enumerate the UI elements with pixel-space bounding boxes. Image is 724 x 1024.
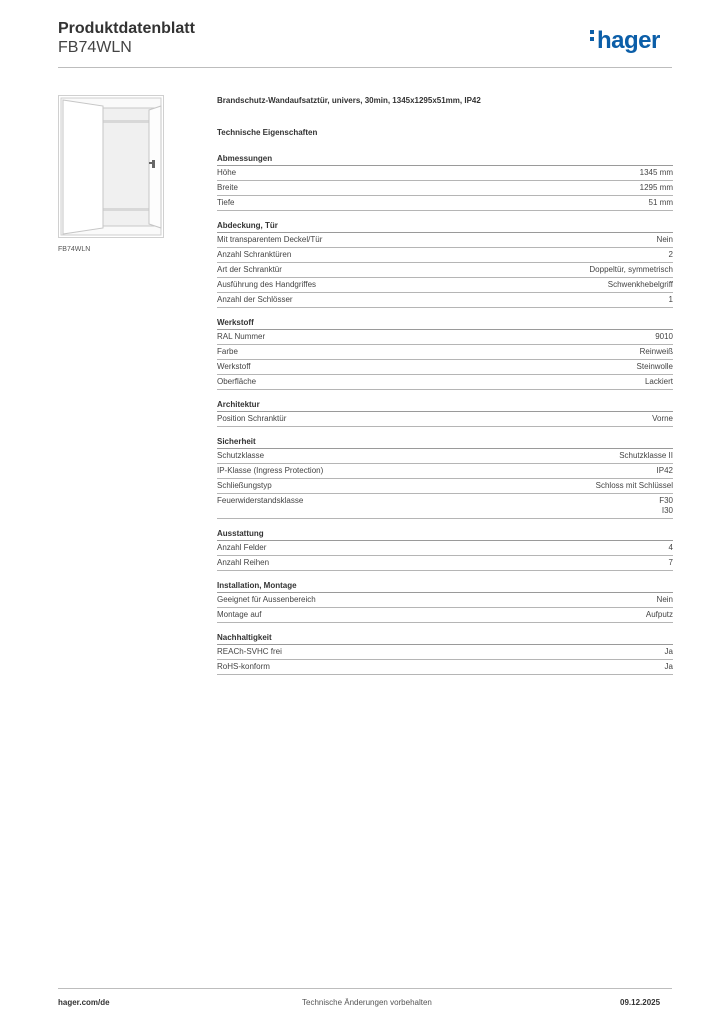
- spec-label: Position Schranktür: [217, 414, 287, 423]
- spec-section: [217, 529, 673, 571]
- spec-row: [217, 541, 673, 556]
- spec-row: [217, 556, 673, 571]
- spec-label: REACh-SVHC frei: [217, 647, 282, 656]
- spec-label: Werkstoff: [217, 362, 251, 371]
- spec-label: Schutzklasse: [217, 451, 265, 460]
- spec-row: [217, 248, 673, 263]
- spec-row: [217, 293, 673, 308]
- section-title: Abmessungen: [217, 154, 673, 166]
- spec-label: Art der Schranktür: [217, 265, 282, 274]
- tech-properties-heading: Technische Eigenschaften: [217, 128, 318, 137]
- spec-label: Montage auf: [217, 610, 262, 619]
- footer-disclaimer: Technische Änderungen vorbehalten: [302, 998, 432, 1007]
- spec-value: Vorne: [652, 414, 673, 423]
- spec-label: RoHS-konform: [217, 662, 270, 671]
- spec-value: 51 mm: [648, 198, 673, 207]
- spec-row: [217, 233, 673, 248]
- section-title: Architektur: [217, 400, 673, 412]
- logo-dots-icon: [590, 30, 595, 44]
- spec-label: Anzahl der Schlösser: [217, 295, 293, 304]
- spec-value: IP42: [656, 466, 673, 475]
- spec-value: 2: [668, 250, 673, 259]
- spec-row: [217, 464, 673, 479]
- header-divider: [58, 67, 672, 68]
- spec-value: Ja: [664, 647, 673, 656]
- footer-divider: [58, 988, 672, 989]
- hager-logo: [590, 27, 660, 55]
- spec-section: [217, 400, 673, 427]
- section-title: Installation, Montage: [217, 581, 673, 593]
- section-title: Nachhaltigkeit: [217, 633, 673, 645]
- spec-value: Schloss mit Schlüssel: [595, 481, 673, 490]
- spec-section: [217, 154, 673, 211]
- spec-row: [217, 181, 673, 196]
- spec-label: Tiefe: [217, 198, 235, 207]
- spec-value: Ja: [664, 662, 673, 671]
- spec-label: IP-Klasse (Ingress Protection): [217, 466, 324, 475]
- spec-value: Nein: [656, 595, 673, 604]
- spec-label: Anzahl Felder: [217, 543, 267, 552]
- spec-row: [217, 660, 673, 675]
- spec-section: [217, 633, 673, 675]
- spec-label: Mit transparentem Deckel/Tür: [217, 235, 323, 244]
- product-image: [58, 95, 164, 238]
- image-caption: FB74WLN: [58, 246, 91, 253]
- spec-row: [217, 449, 673, 464]
- spec-label: Feuerwiderstandsklasse: [217, 496, 304, 505]
- spec-value: Nein: [656, 235, 673, 244]
- spec-value: Aufputz: [645, 610, 673, 619]
- spec-row: [217, 645, 673, 660]
- spec-value: F30 I30: [659, 496, 673, 515]
- spec-label: Anzahl Reihen: [217, 558, 270, 567]
- spec-row: [217, 330, 673, 345]
- double-door-cabinet-icon: [59, 96, 163, 237]
- product-code: FB74WLN: [58, 39, 132, 56]
- spec-value: Reinweiß: [639, 347, 673, 356]
- spec-row: [217, 479, 673, 494]
- spec-value: 7: [668, 558, 673, 567]
- spec-value: 1295 mm: [639, 183, 673, 192]
- spec-label: Farbe: [217, 347, 238, 356]
- spec-row: [217, 196, 673, 211]
- spec-section: [217, 221, 673, 308]
- product-name: Brandschutz-Wandaufsatztür, univers, 30min, 1345x1295x51mm, IP42: [217, 96, 481, 105]
- spec-row: [217, 360, 673, 375]
- spec-label: RAL Nummer: [217, 332, 266, 341]
- spec-value: 1: [668, 295, 673, 304]
- spec-row: [217, 345, 673, 360]
- spec-sections: [217, 154, 673, 675]
- spec-value: Schutzklasse II: [619, 451, 673, 460]
- section-title: Werkstoff: [217, 318, 673, 330]
- spec-value: 1345 mm: [639, 168, 673, 177]
- logo-text: hager: [597, 27, 660, 54]
- spec-label: Breite: [217, 183, 238, 192]
- spec-section: [217, 437, 673, 519]
- spec-value: 4: [668, 543, 673, 552]
- section-title: Ausstattung: [217, 529, 673, 541]
- spec-value: Lackiert: [644, 377, 673, 386]
- spec-value: Doppeltür, symmetrisch: [589, 265, 673, 274]
- spec-row: [217, 263, 673, 278]
- spec-row: [217, 494, 673, 519]
- spec-value: Steinwolle: [636, 362, 673, 371]
- spec-value: Schwenkhebelgriff: [607, 280, 673, 289]
- page-title: Produktdatenblatt: [58, 20, 195, 37]
- spec-section: [217, 581, 673, 623]
- spec-label: Anzahl Schranktüren: [217, 250, 292, 259]
- spec-section: [217, 318, 673, 390]
- spec-row: [217, 412, 673, 427]
- spec-row: [217, 593, 673, 608]
- spec-label: Oberfläche: [217, 377, 257, 386]
- spec-row: [217, 278, 673, 293]
- spec-value: 9010: [655, 332, 673, 341]
- section-title: Abdeckung, Tür: [217, 221, 673, 233]
- spec-content: [217, 96, 673, 685]
- section-title: Sicherheit: [217, 437, 673, 449]
- spec-row: [217, 608, 673, 623]
- spec-row: [217, 166, 673, 181]
- footer-date: 09.12.2025: [620, 998, 661, 1007]
- spec-label: Höhe: [217, 168, 237, 177]
- footer-website: hager.com/de: [58, 998, 110, 1007]
- spec-label: Schließungstyp: [217, 481, 272, 490]
- spec-row: [217, 375, 673, 390]
- spec-label: Geeignet für Aussenbereich: [217, 595, 316, 604]
- spec-label: Ausführung des Handgriffes: [217, 280, 317, 289]
